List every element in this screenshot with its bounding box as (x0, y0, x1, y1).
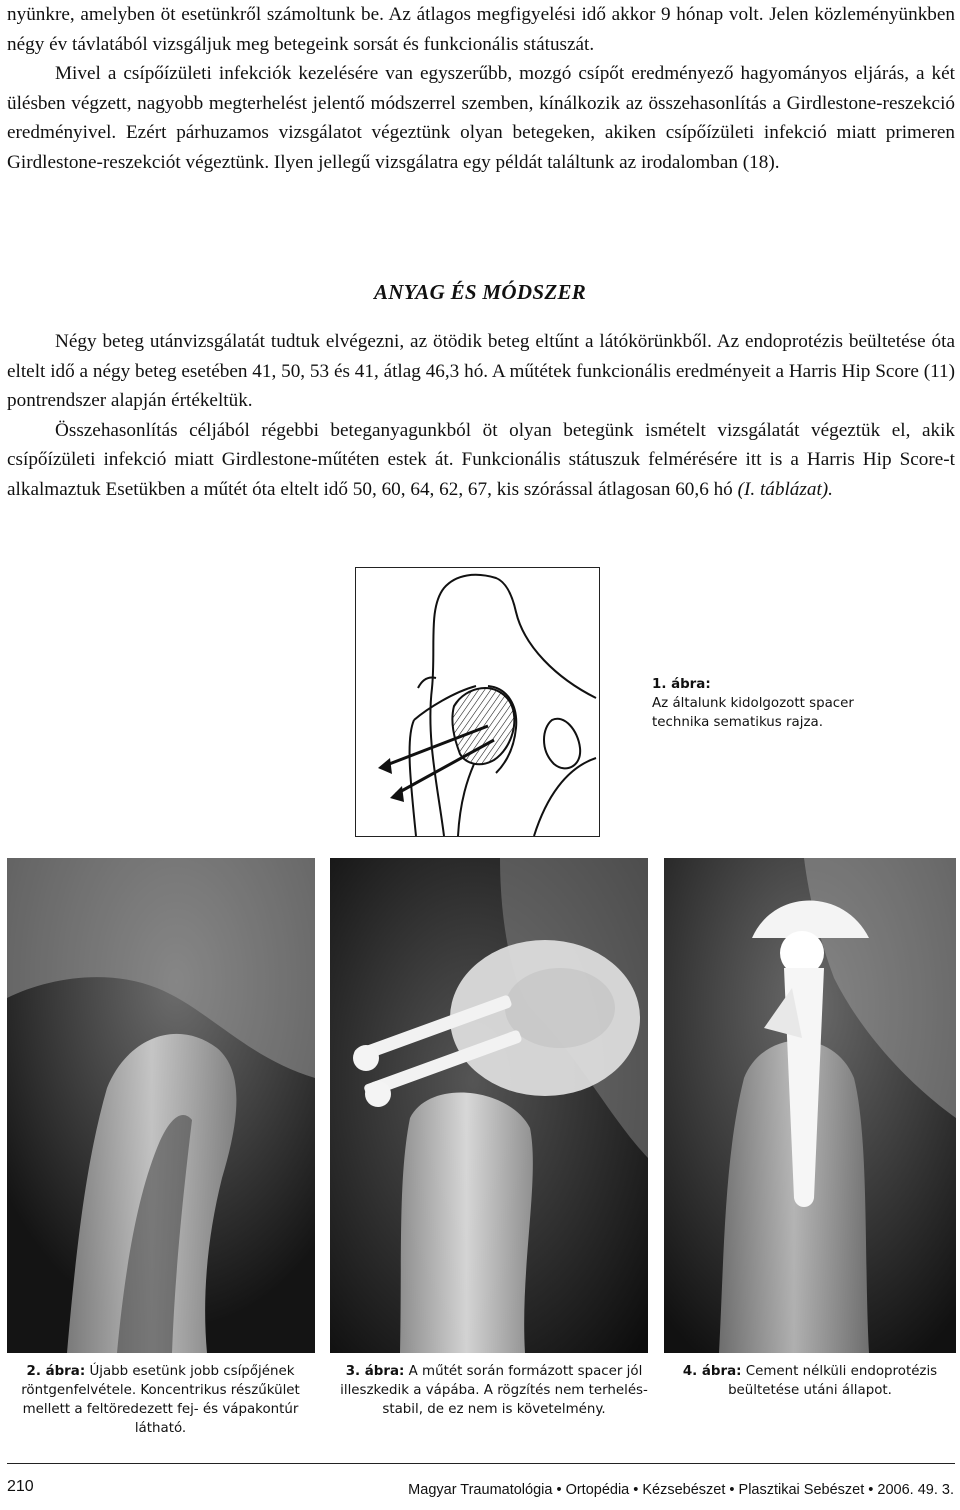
figure-4-label: 4. ábra: (682, 1364, 742, 1379)
figure-3-text: A műtét során formázott spacer jól illeszkedik a vápába. A rögzítés nem terhelés-stabil, de ez nem is követelmény. (340, 1364, 648, 1417)
figure-4-text: Cement nélküli endoprotézis beültetése utáni állapot. (728, 1364, 938, 1398)
figure-4-caption (664, 1362, 956, 1400)
figure-1-label: 1. ábra: (652, 677, 711, 692)
figure-1-caption (652, 675, 912, 732)
figure-3-caption (328, 1362, 660, 1419)
page-number: 210 (7, 1478, 34, 1495)
footer-divider (7, 1463, 955, 1464)
journal-citation: Magyar Traumatológia • Ortopédia • Kézsebészet • Plasztikai Sebészet • 2006. 49. 3. (408, 1482, 954, 1498)
figure-2-text: Újabb esetünk jobb csípőjének röntgenfelvétele. Koncentrikus részűkület mellett a feltöredezett fej- és vápakontúr látható. (21, 1364, 300, 1436)
figure-2-xray (7, 858, 315, 1353)
spacer-xray-image (330, 858, 648, 1353)
table-reference: (I. táblázat). (737, 478, 833, 500)
paragraph-comparison (7, 416, 955, 505)
paragraph-continuation: nyünkre, amelyben öt esetünkről számoltunk be. Az átlagos megfigyelési idő akkor 9 hónap volt. Jelen közleményünkben négy év távlatából vizsgáljuk meg betegeink sorsát és funkcionális státuszát. (7, 4, 955, 55)
hip-xray-image (7, 858, 315, 1353)
paragraph-methods: Négy beteg utánvizsgálatát tudtuk elvégezni, az ötödik beteg eltűnt a látókörünkből. Az endoprotézis beültetése óta eltelt idő a négy beteg esetében 41, 50, 53 és 41, átlag 46,3 hó. A műtétek funkcionális eredményeit a Harris Hip Score (11) pontrendszer alapján értékeltük. (7, 331, 955, 411)
figure-1-text: Az általunk kidolgozott spacer technika sematikus rajza. (652, 696, 854, 730)
figure-4-xray (664, 858, 956, 1353)
section-title: ANYAG ÉS MÓDSZER (373, 280, 587, 304)
article-body-methods (7, 327, 955, 504)
article-body-top (7, 0, 955, 177)
hip-spacer-schematic-drawing (356, 568, 599, 836)
paragraph-rationale: Mivel a csípőízületi infekciók kezelésére van egyszerűbb, mozgó csípőt eredményező hagyományos eljárás, a két ülésben végzett, nagyobb megterhelést jelentő módszerrel szemben, kínálkozik az összehasonlítás a Girdlestone-reszekció eredményivel. Ezért párhuzamos vizsgálatot végeztünk olyan betegeken, akiken csípőízületi infekció miatt primeren Girdlestone-reszekciót végeztünk. Ilyen jellegű vizsgálatra egy példát találtunk az irodalomban (18). (7, 63, 955, 173)
figure-1-schematic (355, 567, 600, 837)
figure-3-label: 3. ábra: (345, 1364, 405, 1379)
endoprosthesis-xray-image (664, 858, 956, 1353)
figure-2-caption (8, 1362, 313, 1438)
figure-2-label: 2. ábra: (26, 1364, 86, 1379)
paragraph-comparison-text: Összehasonlítás céljából régebbi beteganyagunkból öt olyan betegünk ismételt vizsgálatát végeztük el, akik csípőízületi infekció miatt Girdlestone-műtéten estek át. Funkcionális státuszuk felmérésére itt is a Harris Hip Score-t alkalmaztuk Esetükben a műtét óta eltelt idő 50, 60, 64, 62, 67, kis szórással átlagosan 60,6 hó (7, 419, 955, 500)
figure-3-xray (330, 858, 648, 1353)
